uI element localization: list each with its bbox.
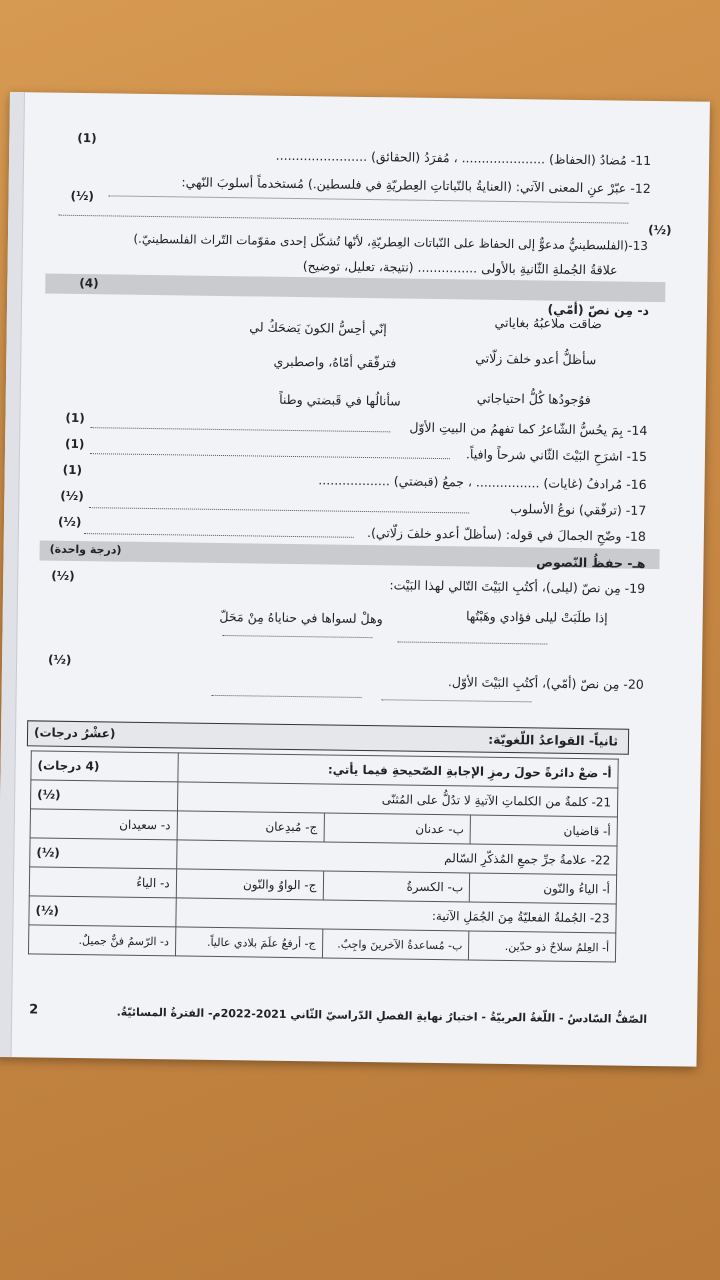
q19-text: 19- مِن نصّ (ليلى)، أكتُبِ البَيْتَ التّالي لهذا البَيْت: [389,577,646,596]
q23-text: 23- الجُملةُ الفعليّةُ مِنَ الجُمَلِ الآتية: [176,898,617,933]
q21-option-c[interactable]: ج- مُبدِعان [177,811,324,842]
q20-text: 20- مِن نصّ (أمّي)، أكتُبِ البَيْتَ الأوّل. [447,674,644,692]
q12-text: 12- عبّرْ عنِ المعنى الآتي: (العنايةُ بالنّباتاتِ العِطريّةِ في فلسطين.) مُستخدماً أسلوبَ النّهي: [181,174,651,196]
q15-mark: (1) [64,436,85,452]
q23-option-b[interactable]: ب- مُساعدةُ الآخرينَ واجِبٌ. [322,929,469,960]
q20-answer-line-1 [212,695,362,698]
section-2-header [27,720,629,754]
q21-mark: (½) [30,780,177,811]
q13-text: 13-(الفلسطينيُّ مدعوٌّ إلى الحفاظ على النّباتات العِطريّةِ، لأنّها تُشكّل إحدى مقوّمات التّراث الفلسطينيّ.) [133,231,649,253]
poem-2b: سأظلُّ أعدو خلفَ زلّاتي [475,350,597,368]
q22-option-c[interactable]: ج- الواوُ والنّون [176,869,323,900]
q16-mark: (1) [62,462,83,478]
q16-text: 16- مُرادفُ (غايات) ................ ، جمعُ (قبضتي) .................. [318,472,647,492]
q23-mark: (½) [29,896,176,927]
q22-option-b[interactable]: ب- الكسرةُ [323,871,470,902]
q13-sub: علاقةُ الجُملةِ الثّانيةِ بالأولى ............... (نتيجة، تعليل، توضيح) [302,258,618,278]
q22-mark: (½) [30,838,177,869]
part-a-mark: (4 درجات) [31,751,178,782]
q17-mark: (½) [60,488,84,504]
q15-text: 15- اشرَحِ البَيْتَ الثّاني شرحاً وافياً. [465,446,648,464]
footer-text: الصّفُّ السّادسُ - اللّغةُ العربيّةُ - اختبارُ نهايةِ الفصلِ الدّراسيّ الثّاني 2021-2022م- الفترةُ المسائيّةُ. [116,1005,648,1026]
q12-answer-line-2 [58,215,628,224]
poem-3b: فوُجودُها كُلُّ احتياجاتي [476,390,591,408]
q13-mark: (½) [648,222,672,238]
q23-option-a[interactable]: أ- العِلمُ سلاحٌ ذو حدّين. [469,931,616,962]
page-number: 2 [29,1002,39,1018]
q21-option-d[interactable]: د- سعيدان [30,809,177,840]
q22-option-d[interactable]: د- الياءُ [29,867,176,898]
q12-mark: (½) [70,188,95,204]
q21-text: 21- كلمةٌ من الكلماتِ الآتيةِ لا تدُلُّ على المُثنّى [177,782,618,817]
poem-3a: سأنالُها في قَبضتي وطناً [279,391,401,409]
poem-2a: فترفّقي أمّاهُ، واصطبري [273,353,397,371]
q21-option-b[interactable]: ب- عدنان [324,813,471,844]
q17-answer-line [89,507,469,513]
q19-verse-b: وهلْ لسواها في حناياهُ مِنْ مَحَلّ [219,608,383,627]
q18-mark: (½) [57,514,82,530]
q11-text: 11- مُضادُ (الحفاظ) ..................... ، مُفرَدُ (الحقائق) ....................... [275,147,652,168]
section-h-mark: (درجة واحدة) [49,542,122,557]
poem-1b: ضاقت ملاعبُهُ بغاياتي [494,314,602,332]
q22-option-a[interactable]: أ- الياءُ والنّون [469,873,616,904]
q14-text: 14- بِمَ يحُسُّ الشّاعرُ كما تفهمُ من البيتِ الأوّل [409,419,648,438]
q18-text: 18- وضّحِ الجمالَ في قوله: (سأظلّ أعدو خلفَ زلّاتي). [367,525,646,544]
q19-mark: (½) [51,568,75,583]
exam-page [0,92,710,1067]
q21-option-a[interactable]: أ- قاضيان [470,815,617,846]
q22-text: 22- علامةُ جرِّ جمعِ المُذكّرِ السّالم [176,840,617,875]
poem-1a: إنّي أحِسُّ الكونَ يَضحَكُ لي [249,319,387,337]
q17-text: 17- (ترفّقي) نوعُ الأسلوب [510,501,647,518]
q19-answer-line-2 [397,641,547,644]
q23-option-c[interactable]: ج- أرفعُ علَمَ بلادي عالياً. [175,927,322,958]
q14-mark: (1) [65,410,85,426]
section-d-mark: (4) [79,275,99,291]
q11-mark: (1) [77,130,97,146]
q18-answer-line [84,533,354,538]
q14-answer-line [90,427,390,432]
q15-answer-line [90,453,450,459]
part-a-text: أ- ضعْ دائرةً حولَ رمزِ الإجابةِ الصّحيحةِ فيما يأتي: [178,753,619,788]
q19-verse-a: إذا طلَبَتْ ليلى فؤادي وهَبْتُها [465,608,608,626]
section-d-band [45,274,665,303]
section-2-title: ثانياً- القواعدُ اللّغويّة: [488,731,619,749]
grammar-table [28,750,619,962]
q12-answer-line [109,195,629,203]
page-binding-edge [0,92,25,1057]
q23-option-d[interactable]: د- الرّسمُ فنٌّ جميلٌ. [28,925,175,956]
q19-answer-line-1 [222,635,372,638]
q20-answer-line-2 [382,699,532,702]
q20-mark: (½) [47,652,72,667]
section-2-mark: (عشْرُ درجات) [33,725,116,741]
section-h-title: هـ- حفظُ النّصوص [536,554,646,571]
section-d-title: د- مِن نصّ (أمّي) [547,301,650,318]
